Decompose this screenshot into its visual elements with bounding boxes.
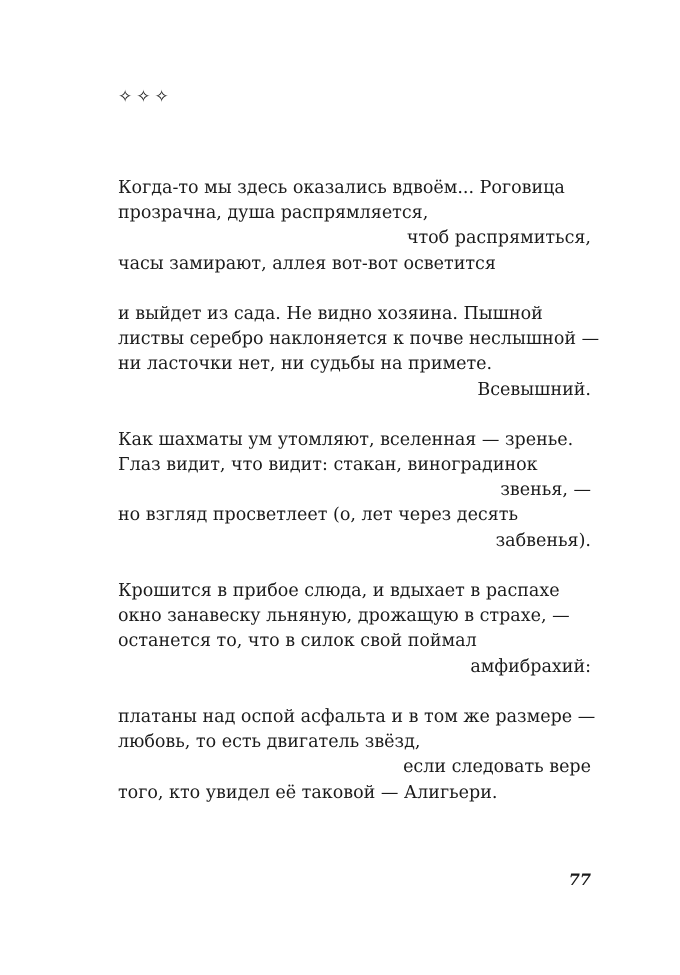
stanza (118, 579, 591, 680)
poem-line: Всевышний. (477, 379, 591, 400)
poem (118, 176, 600, 831)
poem-line: платаны над оспой асфальта и в том же размере — (118, 706, 596, 727)
poem-line: листвы серебро наклоняется к почве неслышной — (118, 329, 600, 350)
poem-line: часы замирают, аллея вот-вот осветится (118, 253, 496, 274)
poem-line: останется то, что в силок свой поймал (118, 631, 477, 652)
stanza (118, 302, 600, 403)
poem-line: прозрачна, душа распрямляется, (118, 203, 429, 224)
poem-line: окно занавеску льняную, дрожащую в страхе, — (118, 606, 570, 627)
poem-line: Глаз видит, что видит: стакан, виноградинок (118, 455, 538, 476)
poem-line: Когда-то мы здесь оказались вдвоём... Роговица (118, 178, 565, 198)
poem-line: но взгляд просветлеет (о, лет через десять (118, 505, 518, 526)
ornament-stars-icon: ✧✧✧ (118, 87, 173, 107)
poem-line: и выйдет из сада. Не видно хозяина. Пышной (118, 303, 543, 324)
poem-line: звенья, — (500, 480, 591, 501)
stanza (118, 705, 596, 806)
poem-line: того, кто увидел её таковой — Алигьери. (118, 782, 498, 803)
stanza (118, 176, 591, 277)
page-number: 77 (568, 870, 591, 889)
poem-line: любовь, то есть двигатель звёзд, (118, 732, 421, 753)
stanza (118, 428, 591, 554)
poem-line: Как шахматы ум утомляют, вселенная — зренье. (118, 429, 574, 450)
poem-line: амфибрахий: (470, 656, 591, 677)
poem-line: забвенья). (495, 530, 591, 551)
poem-line: чтоб распрямиться, (406, 228, 591, 249)
poem-line: если следовать вере (403, 757, 591, 778)
book-page (118, 0, 600, 975)
poem-line: Крошится в прибое слюда, и вдыхает в распахе (118, 581, 560, 601)
poem-line: ни ласточки нет, ни судьбы на примете. (118, 354, 493, 375)
